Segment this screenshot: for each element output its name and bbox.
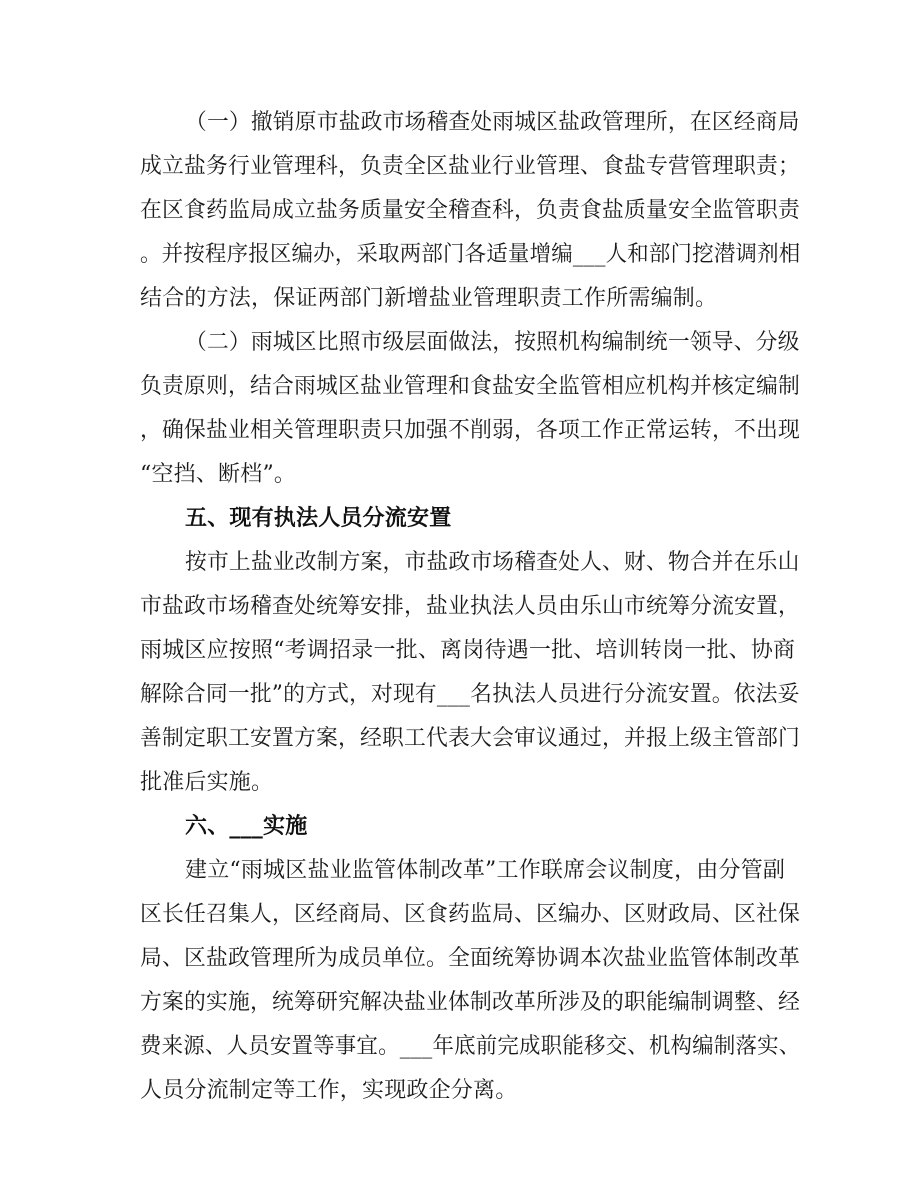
paragraph-3-line-1: 按市上盐业改制方案，市盐政市场稽查处人、财、物合并在乐山 bbox=[185, 550, 800, 575]
paragraph-3-line-5: 善制定职工安置方案，经职工代表大会审议通过，并报上级主管部门 bbox=[140, 726, 801, 751]
paragraph-4-line-5: 费来源、人员安置等事宜。___年底前完成职能移交、机构编制落实、 bbox=[140, 1034, 801, 1059]
paragraph-1-line-4: 。并按程序报区编办，采取两部门各适量增编___人和部门挖潜调剂相 bbox=[140, 242, 801, 267]
paragraph-1-line-3: 在区食药监局成立盐务质量安全稽查科，负责食盐质量安全监管职责 bbox=[140, 198, 801, 223]
paragraph-4-line-4: 方案的实施，统筹研究解决盐业体制改革所涉及的职能编制调整、经 bbox=[140, 990, 801, 1015]
paragraph-3-line-4: 解除合同一批”的方式，对现有___名执法人员进行分流安置。依法妥 bbox=[140, 682, 800, 707]
paragraph-2-line-2: 负责原则，结合雨城区盐业管理和食盐安全监管相应机构并核定编制 bbox=[140, 374, 801, 399]
paragraph-2-line-1: （二）雨城区比照市级层面做法，按照机构编制统一领导、分级 bbox=[185, 330, 800, 355]
paragraph-1-line-2: 成立盐务行业管理科，负责全区盐业行业管理、食盐专营管理职责； bbox=[140, 154, 801, 179]
paragraph-4-line-2: 区长任召集人，区经商局、区食药监局、区编办、区财政局、区社保 bbox=[140, 902, 801, 927]
section-heading-5: 五、现有执法人员分流安置 bbox=[185, 506, 452, 531]
paragraph-2-line-3: ，确保盐业相关管理职责只加强不削弱，各项工作正常运转，不出现 bbox=[140, 418, 801, 443]
paragraph-1-line-5: 结合的方法，保证两部门新增盐业管理职责工作所需编制。 bbox=[140, 286, 718, 311]
paragraph-3-line-3: 雨城区应按照“考调招录一批、离岗待遇一批、培训转岗一批、协商 bbox=[140, 638, 796, 663]
paragraph-3-line-2: 市盐政市场稽查处统筹安排，盐业执法人员由乐山市统筹分流安置， bbox=[140, 594, 801, 619]
paragraph-4-line-1: 建立“雨城区盐业监管体制改革”工作联席会议制度，由分管副 bbox=[185, 858, 786, 883]
paragraph-3-line-6: 批准后实施。 bbox=[140, 770, 274, 795]
paragraph-4-line-6: 人员分流制定等工作，实现政企分离。 bbox=[140, 1078, 518, 1103]
paragraph-4-line-3: 局、区盐政管理所为成员单位。全面统筹协调本次盐业监管体制改革 bbox=[140, 946, 801, 971]
paragraph-1-line-1: （一）撤销原市盐政市场稽查处雨城区盐政管理所，在区经商局 bbox=[185, 110, 800, 135]
paragraph-2-line-4: “空挡、断档”。 bbox=[140, 462, 297, 487]
section-heading-6: 六、___实施 bbox=[185, 814, 308, 839]
